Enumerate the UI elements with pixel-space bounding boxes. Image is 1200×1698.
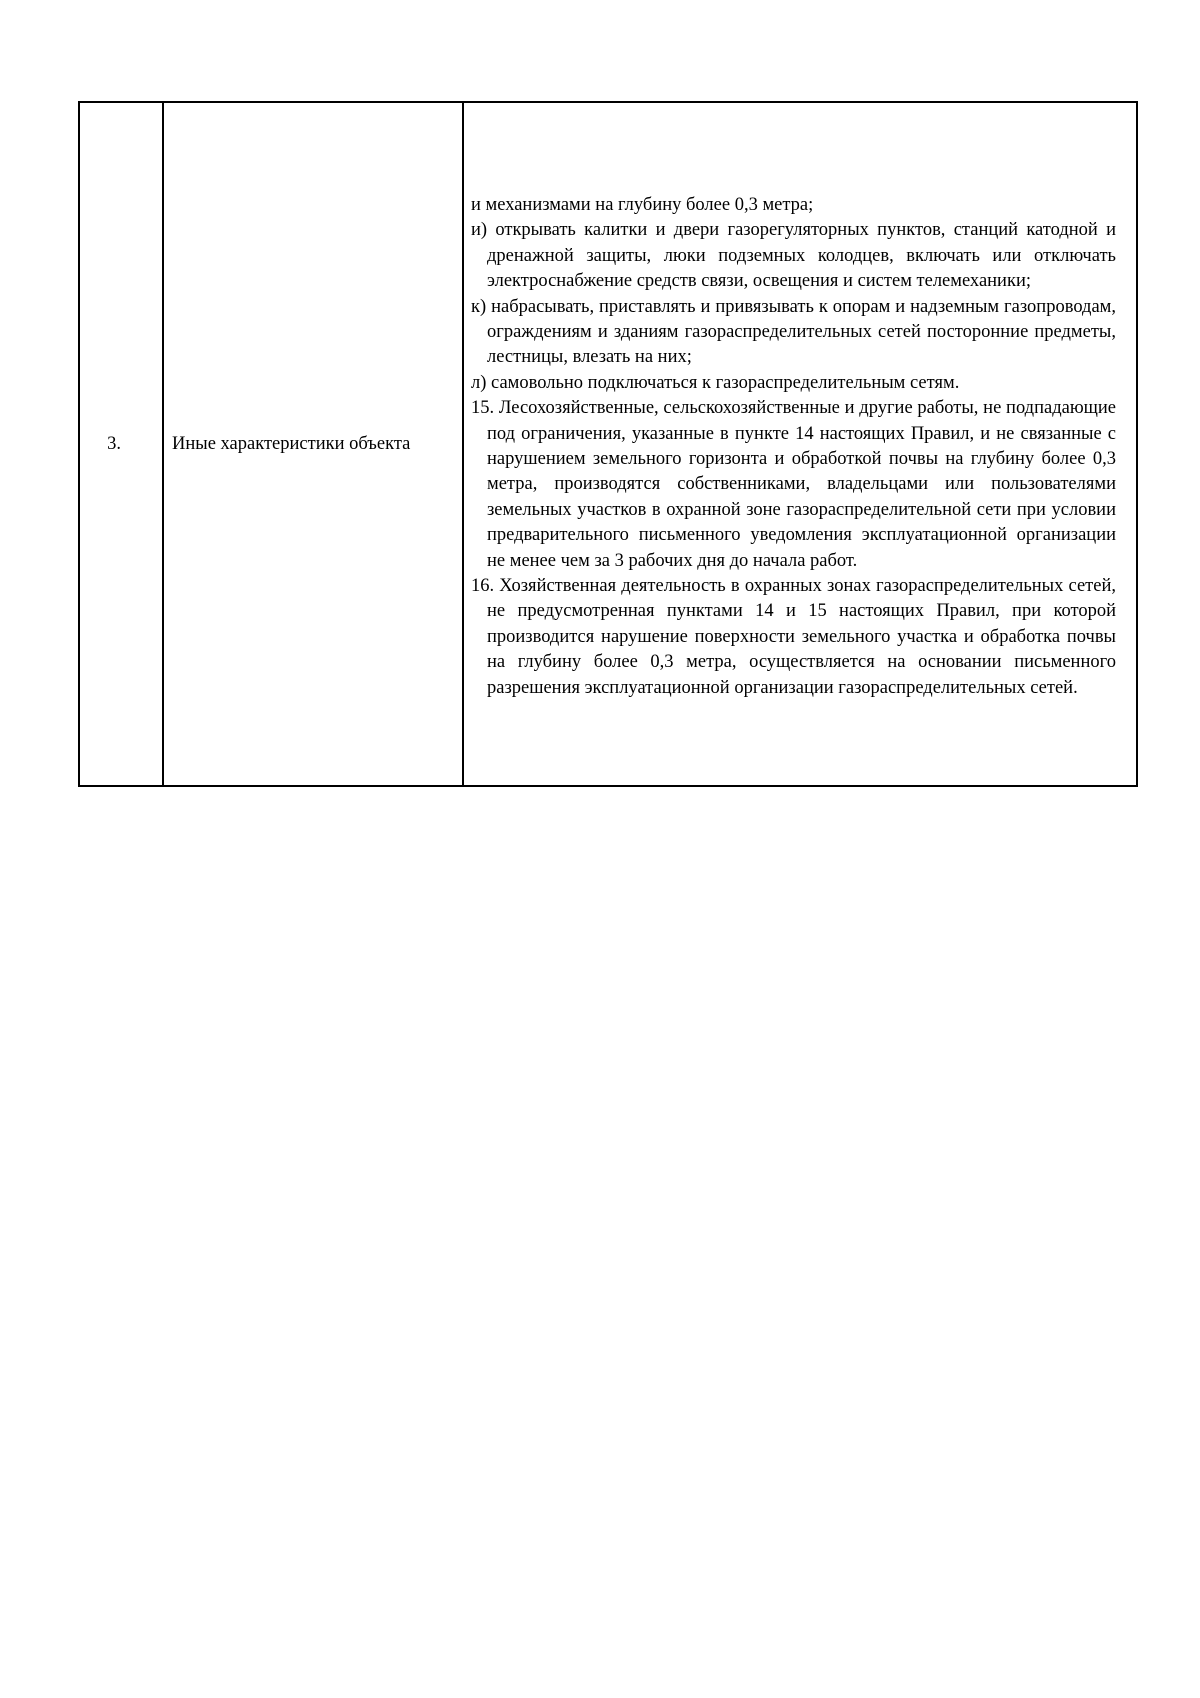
description-paragraph: 16. Хозяйственная деятельность в охранных зонах газораспределительных сетей, не предусмотренная пунктами 14 и 15 настоящих Правил, при которой производится нарушение поверхности земельного участка и обработка почвы на глубину более 0,3 метра, осуществляется на основании письменного разрешения эксплуатационной организации газораспределительных сетей. xyxy=(471,576,1116,698)
table-row xyxy=(79,102,1137,786)
description-paragraph: и механизмами на глубину более 0,3 метра; xyxy=(471,194,814,215)
row-number-cell xyxy=(79,102,163,786)
row-description-cell xyxy=(463,102,1137,786)
description-paragraph: 15. Лесохозяйственные, сельскохозяйственные и другие работы, не подпадающие под ограничения, указанные в пункте 14 настоящих Правил, и не связанные с нарушением земельного горизонта и обработкой почвы на глубину более 0,3 метра, производятся собственниками, владельцами или пользователями земельных участков в охранной зоне газораспределительной сети при условии предварительного письменного уведомления эксплуатационной организации не менее чем за 3 рабочих дня до начала работ. xyxy=(471,398,1116,571)
row-number: 3. xyxy=(107,433,121,454)
description-paragraph: л) самовольно подключаться к газораспределительным сетям. xyxy=(471,372,960,393)
row-name: Иные характеристики объекта xyxy=(172,433,411,454)
description-paragraph: к) набрасывать, приставлять и привязывать к опорам и надземным газопроводам, ограждениям и зданиям газораспределительных сетей посторонние предметы, лестницы, влезать на них; xyxy=(471,296,1116,368)
characteristics-table xyxy=(78,101,1138,787)
row-name-cell xyxy=(163,102,463,786)
description-paragraph: и) открывать калитки и двери газорегуляторных пунктов, станций катодной и дренажной защиты, люки подземных колодцев, включать или отключать электроснабжение средств связи, освещения и систем телемеханики; xyxy=(471,220,1116,292)
